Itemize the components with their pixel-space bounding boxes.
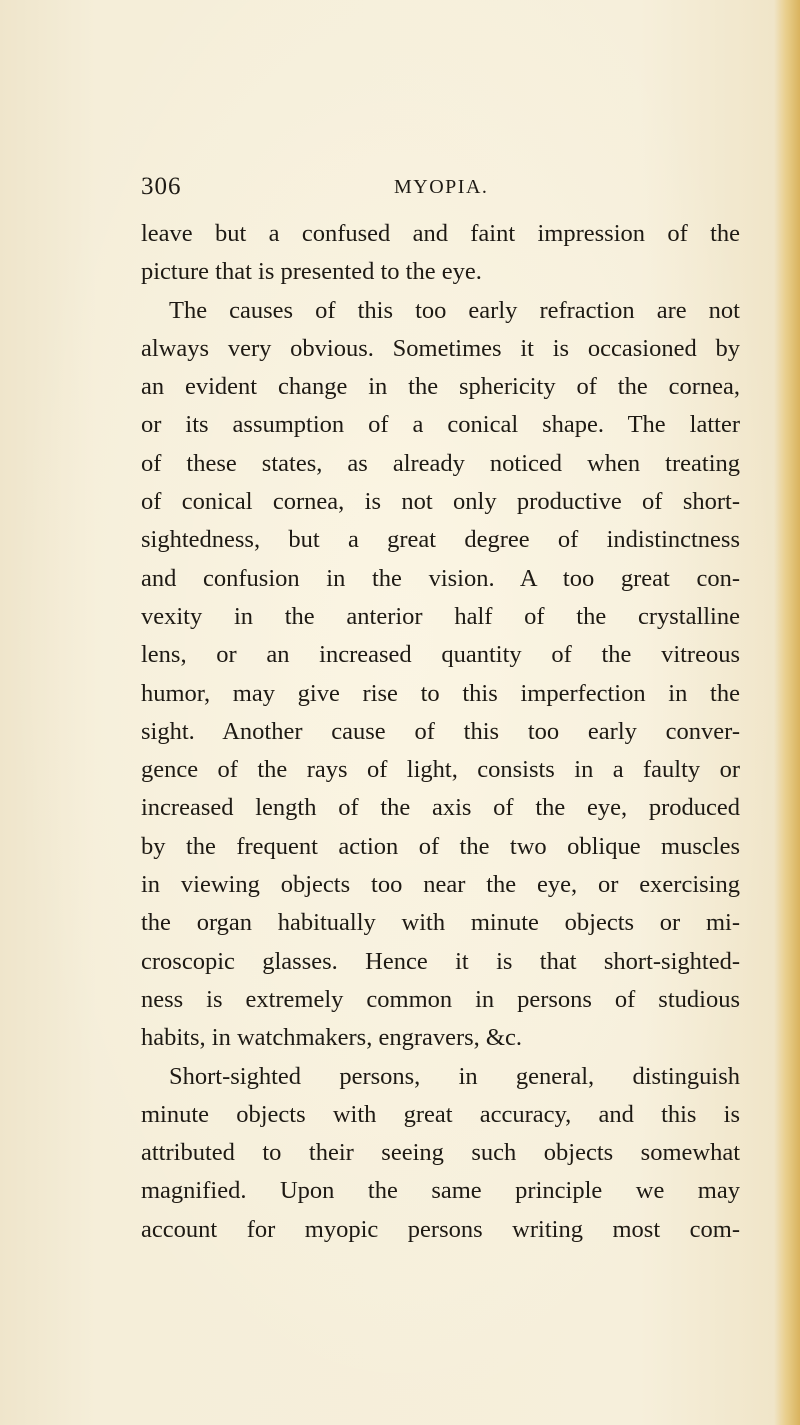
text-line: the organ habitually with minute objects or mi- xyxy=(141,909,740,937)
text-line: by the frequent action of the two oblique muscles xyxy=(141,832,740,860)
text-line: increased length of the axis of the eye, produced xyxy=(141,794,740,822)
text-line: of these states, as already noticed when treating xyxy=(141,449,740,477)
text-line: and confusion in the vision. A too great con- xyxy=(141,564,740,592)
text-line: magnified. Upon the same principle we may xyxy=(141,1177,740,1205)
text-line: or its assumption of a conical shape. The latter xyxy=(141,411,740,439)
text-line: sightedness, but a great degree of indistinctness xyxy=(141,526,740,554)
text-line: minute objects with great accuracy, and this is xyxy=(141,1100,740,1128)
text-line: croscopic glasses. Hence it is that short-sighted- xyxy=(141,947,740,975)
text-line: leave but a confused and faint impression of the xyxy=(141,220,740,247)
page-header xyxy=(141,172,741,202)
page-number: 306 xyxy=(141,173,182,200)
body-text xyxy=(141,215,740,1249)
text-line: vexity in the anterior half of the crystalline xyxy=(141,602,740,630)
text-line: Short-sighted persons, in general, distinguish xyxy=(169,1062,740,1090)
page-edge xyxy=(774,0,800,1425)
text-line: in viewing objects too near the eye, or exercising xyxy=(141,871,740,899)
text-line: lens, or an increased quantity of the vitreous xyxy=(141,641,740,669)
running-head: MYOPIA. xyxy=(394,176,489,198)
text-line: an evident change in the sphericity of the cornea, xyxy=(141,373,740,401)
text-line: of conical cornea, is not only productive of short- xyxy=(141,488,740,516)
text-line: gence of the rays of light, consists in a faulty or xyxy=(141,756,740,784)
text-line: always very obvious. Sometimes it is occasioned by xyxy=(141,334,740,362)
text-line: picture that is presented to the eye. xyxy=(141,258,482,286)
text-line: sight. Another cause of this too early conver- xyxy=(141,717,740,745)
text-line: humor, may give rise to this imperfection in the xyxy=(141,679,740,707)
text-line: The causes of this too early refraction are not xyxy=(169,296,740,324)
text-line: ness is extremely common in persons of studious xyxy=(141,985,740,1013)
text-line: account for myopic persons writing most com- xyxy=(141,1215,740,1243)
text-line: attributed to their seeing such objects somewhat xyxy=(141,1139,740,1167)
text-line: habits, in watchmakers, engravers, &c. xyxy=(141,1024,522,1052)
